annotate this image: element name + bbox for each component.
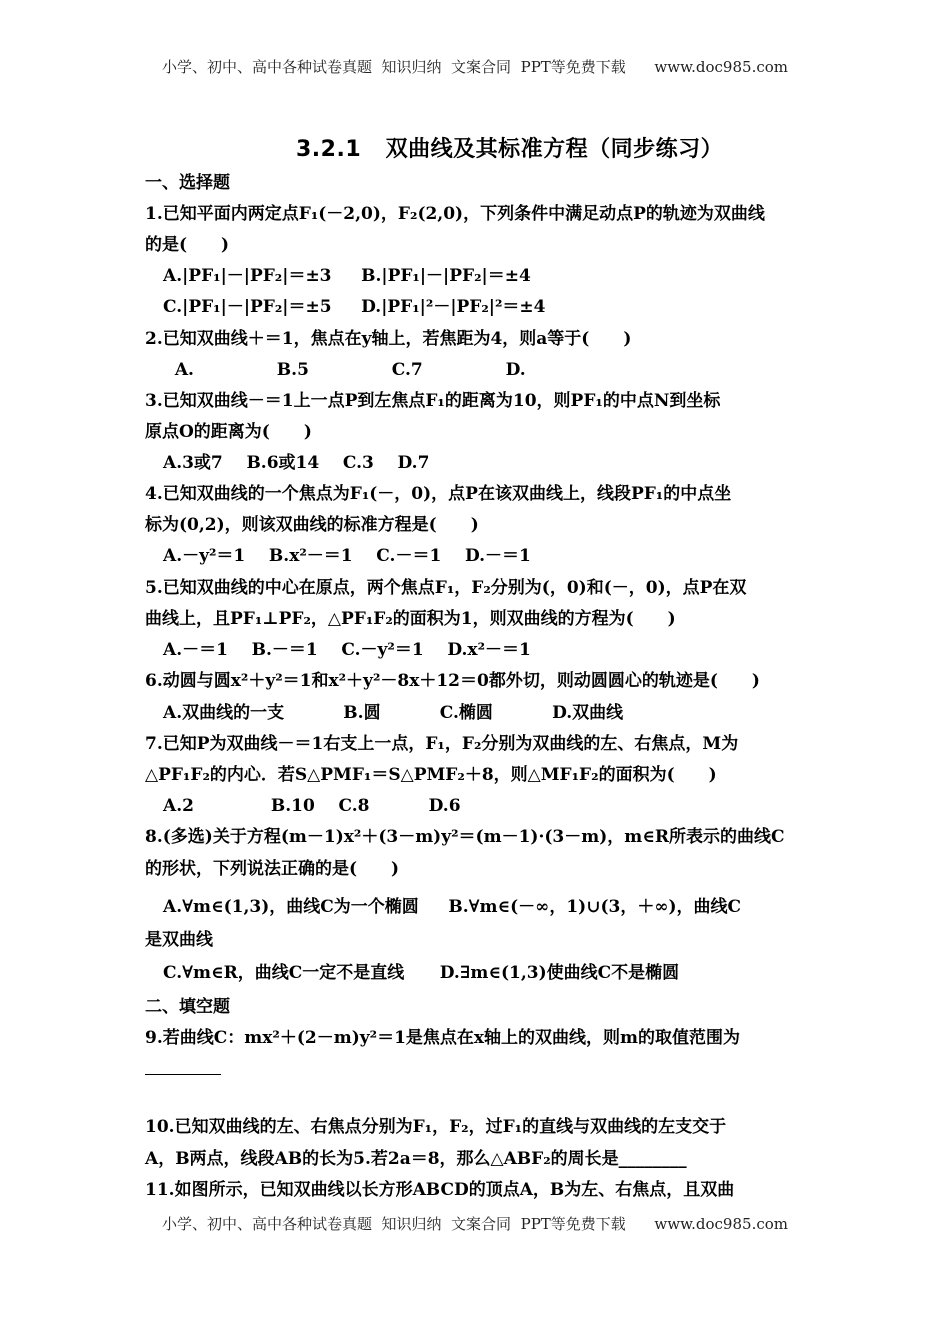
section-fill-heading: 二、填空题 [145,997,230,1017]
page-header: 小学、初中、高中各种试卷真题 知识归纳 文案合同 PPT等免费下载 www.doc985.com [161,58,788,76]
question-7-options: A.2 B.10 C.8 D.6 [163,796,461,816]
question-5-line-2: 曲线上，且PF₁⊥PF₂，△PF₁F₂的面积为1，则双曲线的方程为( ) [145,609,676,629]
question-3-line-2: 原点O的距离为( ) [145,422,312,442]
question-4-line-2: 标为(0,2)，则该双曲线的标准方程是( ) [145,515,479,535]
question-1-options-1: A.|PF₁|－|PF₂|＝±3 B.|PF₁|－|PF₂|＝±4 [163,266,531,286]
section-choice-heading: 一、选择题 [145,173,230,193]
question-3-line-1: 3.已知双曲线－＝1上一点P到左焦点F₁的距离为10，则PF₁的中点N到坐标 [145,391,721,411]
question-8-line-2: 的形状，下列说法正确的是( ) [145,859,400,879]
question-8-options-1: A.∀m∈(1,3)，曲线C为一个椭圆 B.∀m∈(－∞，1)∪(3，＋∞)，曲线C [163,897,742,917]
question-1-options-2: C.|PF₁|－|PF₂|＝±5 D.|PF₁|²－|PF₂|²＝±4 [163,297,546,317]
answer-blank [145,1074,221,1075]
question-11: 11.如图所示，已知双曲线以长方形ABCD的顶点A，B为左、右焦点，且双曲 [145,1180,735,1200]
question-10-line-1: 10.已知双曲线的左、右焦点分别为F₁，F₂，过F₁的直线与双曲线的左支交于 [145,1117,727,1137]
question-7-line-2: △PF₁F₂的内心．若S△PMF₁＝S△PMF₂＋8，则△MF₁F₂的面积为( ) [145,765,717,785]
question-9: 9.若曲线C：mx²＋(2－m)y²＝1是焦点在x轴上的双曲线，则m的取值范围为 [145,1028,741,1048]
question-10-line-2: A，B两点，线段AB的长为5.若2a＝8，那么△ABF₂的周长是________ [145,1149,687,1169]
question-6-options: A.双曲线的一支 B.圆 C.椭圆 D.双曲线 [163,703,624,723]
question-8-options-1-cont: 是双曲线 [145,930,213,950]
question-1-line-2: 的是( ) [145,235,230,255]
question-8-options-2: C.∀m∈R，曲线C一定不是直线 D.∃m∈(1,3)使曲线C不是椭圆 [163,963,680,983]
question-2-options: A. B.5 C.7 D. [163,360,526,380]
page-title: 3.2.1 双曲线及其标准方程（同步练习） [296,137,724,162]
question-1-line-1: 1.已知平面内两定点F₁(－2,0)，F₂(2,0)，下列条件中满足动点P的轨迹为双曲线 [145,204,765,224]
question-2: 2.已知双曲线＋＝1，焦点在y轴上，若焦距为4，则a等于( ) [145,329,632,349]
question-5-options: A.－＝1 B.－＝1 C.－y²＝1 D.x²－＝1 [163,640,531,660]
question-4-line-1: 4.已知双曲线的一个焦点为F₁(－，0)，点P在该双曲线上，线段PF₁的中点坐 [145,484,732,504]
question-8-line-1: 8.(多选)关于方程(m－1)x²＋(3－m)y²＝(m－1)·(3－m)，m∈R所表示的曲线C [145,827,785,847]
question-7-line-1: 7.已知P为双曲线－＝1右支上一点，F₁，F₂分别为双曲线的左、右焦点，M为 [145,734,739,754]
page-footer: 小学、初中、高中各种试卷真题 知识归纳 文案合同 PPT等免费下载 www.doc985.com [161,1215,788,1233]
question-5-line-1: 5.已知双曲线的中心在原点，两个焦点F₁，F₂分别为(，0)和(－，0)，点P在双 [145,578,747,598]
question-3-options: A.3或7 B.6或14 C.3 D.7 [163,453,430,473]
question-6: 6.动圆与圆x²＋y²＝1和x²＋y²－8x＋12＝0都外切，则动圆圆心的轨迹是( ) [145,671,760,691]
question-4-options: A.－y²＝1 B.x²－＝1 C.－＝1 D.－＝1 [163,546,531,566]
